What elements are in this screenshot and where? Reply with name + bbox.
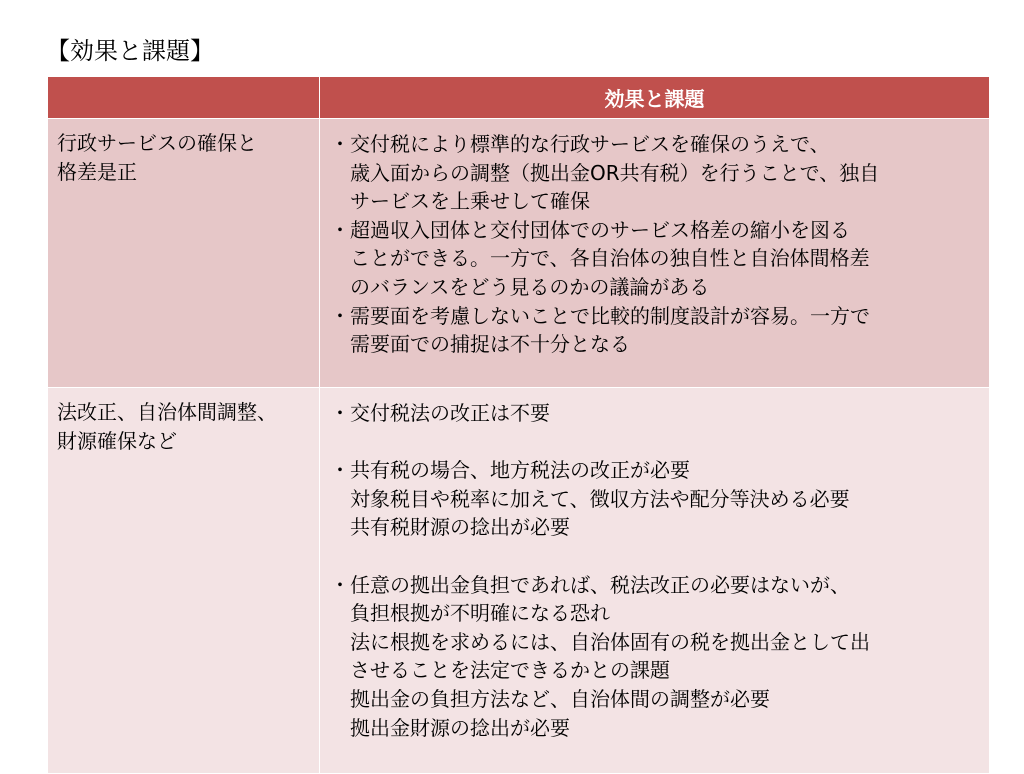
row-body-line: ・交付税法の改正は不要	[330, 401, 550, 425]
row-body-cell	[320, 119, 990, 388]
row-label-cell	[48, 119, 320, 388]
table-row	[48, 119, 990, 388]
table-row	[48, 388, 990, 774]
row-label-cell	[48, 388, 320, 774]
row-body-line: 対象税目や税率に加えて、徴収方法や配分等決める必要	[330, 486, 850, 511]
row-body-line: 歳入面からの調整（拠出金OR共有税）を行うことで、独自	[330, 160, 880, 185]
row-body-line: 法に根拠を求めるには、自治体固有の税を拠出金として出	[330, 629, 870, 654]
row-body-line: サービスを上乗せして確保	[330, 189, 590, 214]
row-body-line: ・超過収入団体と交付団体でのサービス格差の縮小を図る	[330, 217, 850, 242]
header-cell-right: 効果と課題	[320, 77, 990, 119]
row-body-line: ・交付税により標準的な行政サービスを確保のうえで、	[330, 132, 830, 156]
row-body-cell	[320, 388, 990, 774]
row-body-line: 拠出金財源の捻出が必要	[330, 715, 570, 740]
row-body-line: のバランスをどう見るのかの議論がある	[330, 274, 710, 299]
row-label-line: 法改正、自治体間調整、	[57, 400, 277, 424]
row-body-line: ・需要面を考慮しないことで比較的制度設計が容易。一方で	[330, 303, 870, 328]
header-cell-left	[48, 77, 320, 119]
row-body-line: させることを法定できるかとの課題	[330, 658, 670, 683]
row-body-line: 共有税財源の捻出が必要	[330, 515, 570, 540]
row-label-line: 行政サービスの確保と	[57, 131, 257, 155]
row-label-line: 財源確保など	[57, 428, 177, 453]
row-body-line: 需要面での捕捉は不十分となる	[330, 332, 630, 357]
row-label-line: 格差是正	[57, 159, 137, 184]
row-body-line: ・共有税の場合、地方税法の改正が必要	[330, 458, 690, 483]
slide-title: 【効果と課題】	[46, 37, 214, 65]
effects-issues-table	[47, 76, 989, 774]
row-body-blank-line	[330, 428, 985, 457]
row-body-line: ・任意の拠出金負担であれば、税法改正の必要はないが、	[330, 572, 850, 597]
row-body-line: 拠出金の負担方法など、自治体間の調整が必要	[330, 686, 770, 711]
row-body-line: ことができる。一方で、各自治体の独自性と自治体間格差	[330, 246, 870, 271]
table-header-row	[48, 77, 990, 119]
row-body-line: 負担根拠が不明確になる恐れ	[330, 601, 610, 626]
row-body-blank-line	[330, 542, 985, 571]
